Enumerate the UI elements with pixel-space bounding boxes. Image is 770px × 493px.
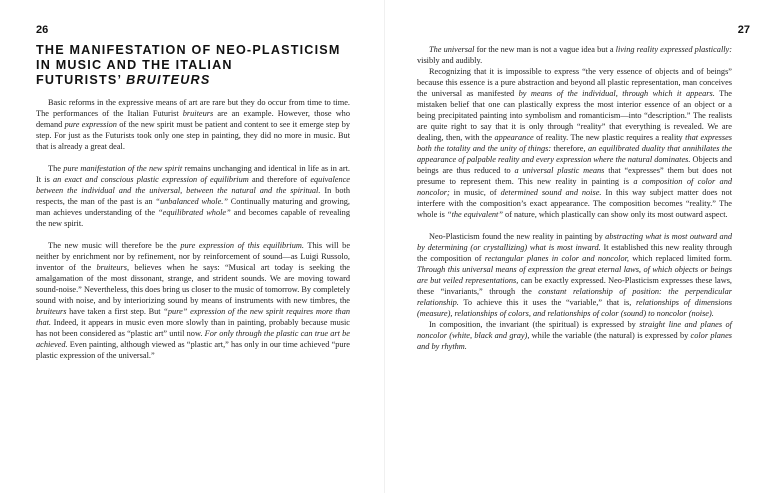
emphasis-text: “the equivalent”	[446, 210, 503, 219]
text-run: , believes when he says: “Musical art today is seeking the amalgamation of the most dissonant, strange, and strident sounds. We are moving toward sound-noise.” Nevertheless, this does bring us closer to the music of tomorrow. By completely sound with noise, and by interiorizing sound by means of instruments with new timbres, the	[36, 263, 350, 305]
text-run: The new music will therefore be the	[48, 241, 181, 250]
text-run: Objects and beings are thus reduced to	[417, 155, 732, 175]
emphasis-text: rectangular planes in color and noncolor,	[484, 254, 629, 263]
body-paragraph	[417, 319, 732, 352]
page-number: 27	[737, 24, 750, 36]
emphasis-text: determined sound and noise.	[500, 188, 602, 197]
text-run: which replaced limited form.	[628, 254, 732, 263]
text-run: of the new spirit must be patient and content to see it emerge step by step. For just as the Futurists took only one step in painting, they did no more in music. But that is already a great deal.	[36, 120, 350, 151]
emphasis-text: For only through the plastic can true art be achieved.	[36, 329, 350, 349]
body-paragraph	[36, 163, 350, 229]
emphasis-text: Through this universal means of expression the great eternal laws, of which objects or beings are but veiled representations,	[417, 265, 732, 285]
title-line: IN MUSIC AND THE ITALIAN	[36, 57, 233, 72]
emphasis-text: “equilibrated whole”	[158, 208, 231, 217]
text-run: have taken a first step. But	[66, 307, 164, 316]
emphasis-text: appearance	[494, 133, 534, 142]
page-number: 26	[36, 24, 49, 36]
text-run: To achieve this it uses the “variable,” that is,	[458, 298, 636, 307]
text-run: in music, of	[449, 188, 501, 197]
text-run: This will be neither by enrichment nor by refinement, nor by reinforcement of sound—as Luigi Russolo, inventor of the	[36, 241, 351, 272]
emphasis-text: bruiteurs	[96, 263, 127, 272]
emphasis-text: abstracting what is most outward and by determining (or crystallizing) what is most inward.	[417, 232, 732, 252]
emphasis-text: bruiteurs	[36, 307, 67, 316]
text-run: In composition, the invariant (the spiritual) is expressed by	[429, 320, 640, 329]
body-paragraph	[36, 240, 350, 361]
emphasis-text: living reality expressed plastically:	[615, 45, 732, 54]
text-run: visibly and audibly.	[417, 56, 483, 65]
text-run: remains unchanging and identical in life as in art. It is	[36, 164, 350, 184]
text-run: and therefore of	[248, 175, 311, 184]
text-run: In both respects, the man of the past is an	[36, 186, 350, 206]
emphasis-text: pure expression	[64, 120, 117, 129]
text-run: of reality. The new plastic requires a reality	[533, 133, 686, 142]
text-run: Indeed, it appears in music even more slowly than in painting, probably because music has not been considered as “plastic art” until now.	[36, 318, 350, 338]
emphasis-text: straight line and planes of noncolor (white, black and gray),	[417, 320, 732, 340]
text-run: The mistaken belief that one can plastically express the most interior essence of an object or a being precipitated painting into symbolism and romanticism—into “description.” The realists are quite right to say that it is only through “reality” that everything is revealed. We are dealing, then, with the	[417, 89, 732, 142]
emphasis-text: The universal	[429, 45, 475, 54]
body-text	[36, 97, 350, 361]
emphasis-text: constant relationship of position: the perpendicular relationship.	[417, 287, 732, 307]
emphasis-text: pure expression of this equilibrium.	[180, 241, 304, 250]
text-run: Neo-Plasticism found the new reality in painting by	[429, 232, 606, 241]
text-run: and becomes capable of revealing the new spirit.	[36, 208, 350, 228]
emphasis-text: “unbalanced whole.”	[155, 197, 228, 206]
emphasis-text: that expresses both the totality and the unity of things:	[417, 133, 732, 153]
title-line	[36, 73, 366, 88]
text-run: Basic reforms in the expressive means of art are rare but they do occur from time to time. The performances of the Italian Futurist	[36, 98, 350, 118]
text-run: In this way subject matter does not interfere with the composition’s exact appearance. The composition becomes “reality.” The whole is	[417, 188, 733, 219]
emphasis-text: relationships of dimensions (measure), relationships of colors, and relationships of color (sound) to noncolor (noise).	[417, 298, 732, 318]
text-run: while the variable (the natural) is expressed by	[529, 331, 691, 340]
right-page	[385, 0, 770, 493]
emphasis-text: an equilibrated duality that annihilates the appearance of palpable reality and every expression where the natural dominates.	[417, 144, 732, 164]
emphasis-text: an exact and conscious plastic expression of equilibrium	[52, 175, 249, 184]
body-paragraph	[417, 44, 732, 66]
text-run: are an example. However, those who demand	[36, 109, 350, 129]
body-paragraph	[417, 66, 732, 220]
emphasis-text: color planes and by rhythm.	[417, 331, 732, 351]
text-run: can be exactly expressed. Neo-Plasticism expresses these laws, these “invariants,” through the	[417, 276, 732, 296]
chapter-title	[36, 43, 366, 87]
emphasis-text: a universal plastic means	[514, 166, 605, 175]
body-paragraph	[417, 231, 732, 319]
text-run: therefore,	[551, 144, 588, 153]
emphasis-text: by means of the individual, through which it appears.	[518, 89, 715, 98]
title-text: FUTURISTS’	[36, 72, 122, 87]
emphasis-text: equivalence between the individual and the universal, between the natural and the spiritual.	[36, 175, 350, 195]
text-run: that “expresses” them but does not presume to represent them. This new reality in painting is	[417, 166, 732, 186]
text-run: Continually maturing and growing, man achieves understanding of the	[36, 197, 351, 217]
emphasis-text: bruiteurs	[182, 109, 214, 118]
body-paragraph	[36, 97, 350, 152]
emphasis-text: “pure” expression of the new spirit requires more than that.	[36, 307, 350, 327]
emphasis-text: pure manifestation of the new spirit	[63, 164, 183, 173]
text-run: of nature, which plastically can show only its most outward aspect.	[502, 210, 728, 219]
emphasis-text: a composition of color and noncolor;	[417, 177, 733, 197]
text-run: for the new man is not a vague idea but a	[474, 45, 616, 54]
text-run: Recognizing that it is impossible to express “the very essence of objects and of beings” because this essence is a pure abstraction and beyond all plastic representation, man conceives the universal as manifested	[417, 67, 732, 98]
text-run: It established this new reality through the composition of	[417, 243, 732, 263]
text-run: Even painting, although viewed as “plastic art,” has only in our time achieved “pure plastic expression of the universal.”	[36, 340, 350, 360]
text-run: The	[48, 164, 64, 173]
title-italic-text: BRUITEURS	[126, 72, 211, 87]
body-text	[417, 44, 732, 352]
title-line: THE MANIFESTATION OF NEO-PLASTICISM	[36, 43, 341, 57]
